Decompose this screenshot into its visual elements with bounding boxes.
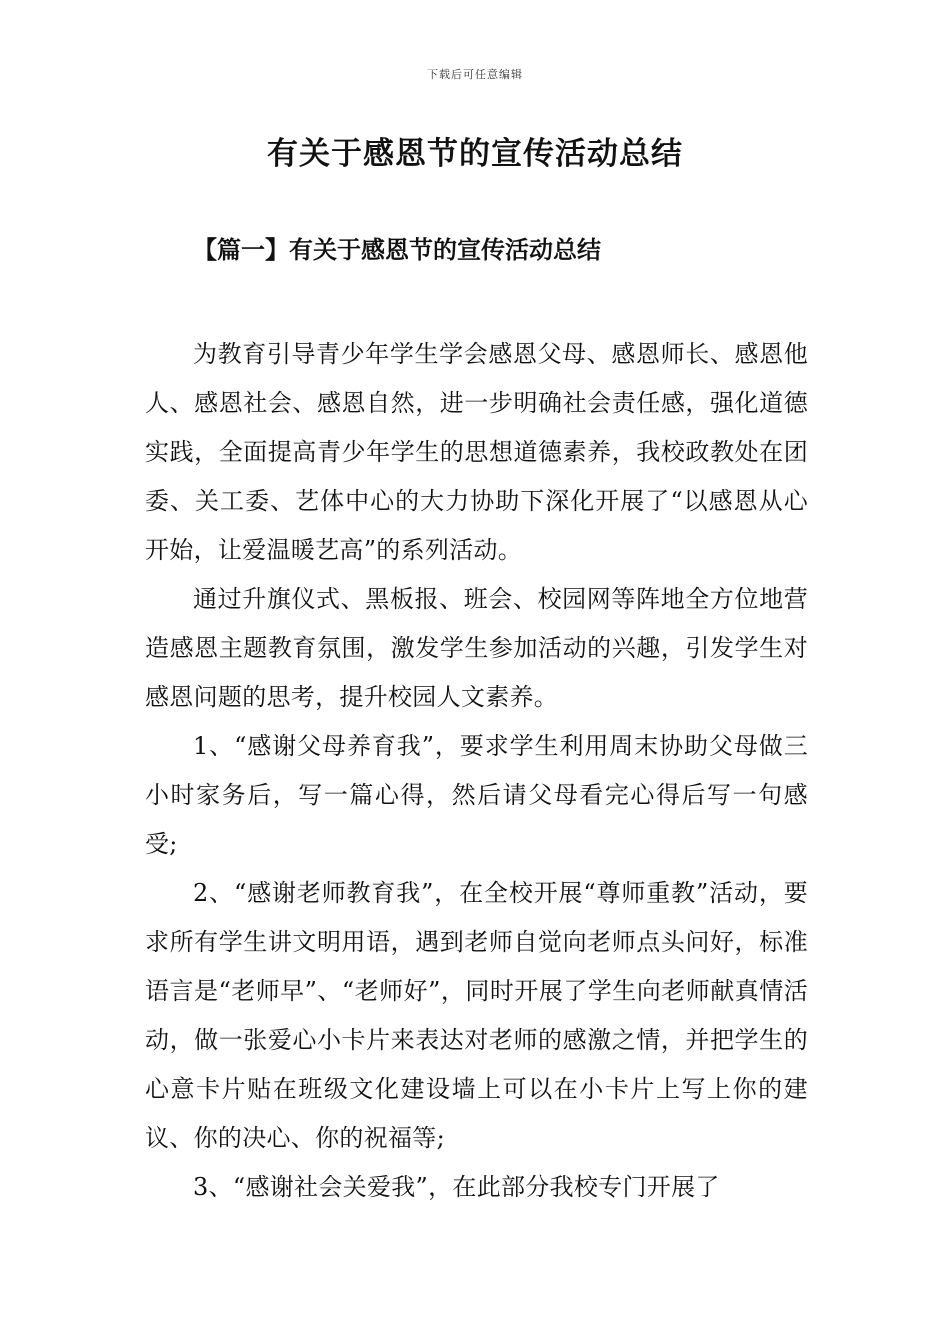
- section-heading: 【篇一】有关于感恩节的宣传活动总结: [193, 235, 601, 264]
- paragraph-methods: 通过升旗仪式、黑板报、班会、校园网等阵地全方位地营造感恩主题教育氛围，激发学生参加活动的兴趣，引发学生对感恩问题的思考，提升校园人文素养。: [145, 585, 808, 711]
- document-title: 有关于感恩节的宣传活动总结: [267, 136, 683, 172]
- paragraph-item-2: 2、“感谢老师教育我”，在全校开展“尊师重教”活动，要求所有学生讲文明用语，遇到老师自觉向老师点头问好，标准语言是“老师早”、“老师好”，同时开展了学生向老师献真情活动，做一张爱心小卡片来表达对老师的感激之情，并把学生的心意卡片贴在班级文化建设墙上可以在小卡片上写上你的建议、你的决心、你的祝福等;: [145, 879, 808, 1152]
- header-note: 下载后可任意编辑: [427, 68, 523, 81]
- paragraph-item-3: 3、“感谢社会关爱我”，在此部分我校专门开展了: [193, 1173, 720, 1201]
- paragraph-intro: 为教育引导青少年学生学会感恩父母、感恩师长、感恩他人、感恩社会、感恩自然，进一步明确社会责任感，强化道德实践，全面提高青少年学生的思想道德素养，我校政教处在团委、关工委、艺体中心的大力协助下深化开展了“以感恩从心开始，让爱温暖艺高”的系列活动。: [145, 340, 808, 564]
- paragraph-item-1: 1、“感谢父母养育我”，要求学生利用周末协助父母做三小时家务后，写一篇心得，然后请父母看完心得后写一句感受;: [145, 732, 808, 858]
- document-body: [145, 330, 808, 1212]
